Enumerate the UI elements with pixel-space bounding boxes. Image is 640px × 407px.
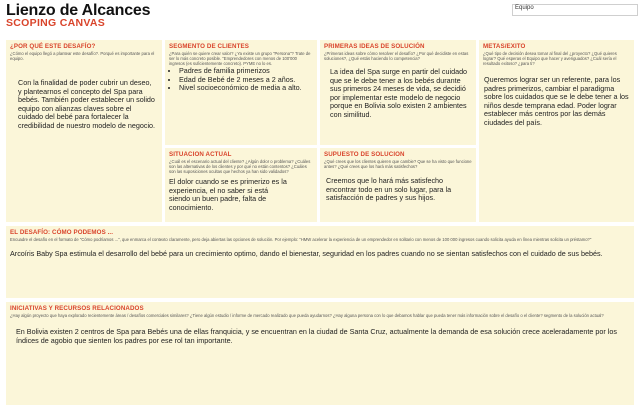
card-initiatives-question: ¿Hay algún proyecto que haya explorado recientemente áreas / desafíos comerciales similares? ¿Tiene algún estudio / informe de mercado realizado que pueda ayudarnos? ¿Hay alguna persona con lo que debamos hablar que pueda tener más información sobre el desafío o el cliente? segmento de la solución actual? [10,313,604,318]
card-initiatives-title: INICIATIVAS Y RECURSOS RELACIONADOS [10,305,144,312]
card-challenge-body: Arcoíris Baby Spa estimula el desarrollo del bebé para un crecimiento optimo, dando el bienestar, seguridad en los padres cuando no se sientan satisfechos con el cuidado de sus bebés. [10,249,603,258]
card-why-body: Con la finalidad de poder cubrir un deseo, y plantearnos el concepto del Spa para bebés. También poder establecer un solido equipo con alianzas claves sobre el cuidado del bebé para fortalecer la credibilidad de nuestro modelo de negocio. [18,78,156,130]
card-assumption[interactable] [320,148,476,222]
card-current-question: ¿Cuál es el escenario actual del cliente? ¿Algún dolor o problema? ¿Cuáles son las alternativas de los clientes y por qué no están contentos? ¿Cuáles son las suposiciones ocultas que hechos ya han sido validados? [169,159,311,174]
segment-item: • Edad de Bebé de 2 meses a 2 años. [179,76,317,85]
segment-item: • Nivel socioeconómico de media a alto. [179,84,317,93]
card-segment-title: SEGMENTO DE CLIENTES [169,43,249,50]
card-segment-question: ¿Para quién se quiere crear valor? ¿Ya existe un grupo "Persona"? Trate de ser lo más concreto posible. "Emprendedores con menos de 100'000 ingresos (es suficientemente concreto). PYME no lo es. [169,51,311,66]
card-why-title: ¿POR QUÉ ESTE DESAFÍO? [10,43,96,50]
team-label: Equipo [515,5,534,11]
card-why[interactable] [6,40,162,222]
page-subtitle: SCOPING CANVAS [6,17,106,29]
card-why-question: ¿Cómo el equipo llegó a plantear este desafío?. Porqué es importante para el equipo. [10,51,155,61]
segment-item: • Padres de familia primerizos [179,67,317,76]
card-current-title: SITUACION ACTUAL [169,151,232,158]
card-goals[interactable] [479,40,634,222]
card-goals-body: Queremos lograr ser un referente, para los padres primerizos, cambiar el paradigma sobre los cuidados que se le debe tener a los niños desde temprana edad. Poder lograr establecer más centros por las demás ciudades del país. [484,75,629,127]
card-initiatives[interactable] [6,302,634,405]
card-challenge[interactable] [6,226,634,298]
team-field[interactable] [512,4,638,16]
card-assumption-title: SUPUESTO DE SOLUCION [324,151,405,158]
card-assumption-question: ¿Qué crees que los clientes quieren que cambie? Que se ha visto que funcione antes? ¿Qué crees que los hará más satisfechos? [324,159,472,169]
card-challenge-question: Encuadre el desafío en el formato de "Cómo podríamos ...", que enmarca el contexto claramente, pero deja abiertas las opciones de solución. Por ejemplo: "HMW acelerar la experiencia de un emprendedor en solitario con menos de 100 000 ingresos cuando solicita ayuda en línea mientras solicita un préstamo?" [10,237,592,242]
card-ideas-body: La idea del Spa surge en partir del cuidado que se le debe tener a los bebés durante sus primeros 24 meses de vida, se decidió por implementar este modelo de negocio porque en Bolivia solo existen 2 ambientes con similitud. [330,67,468,119]
card-ideas-title: PRIMERAS IDEAS DE SOLUCIÓN [324,43,425,50]
card-goals-title: METAS/EXITO [483,43,526,50]
card-ideas[interactable] [320,40,476,145]
card-segment[interactable] [165,40,317,145]
card-challenge-title: EL DESAFÍO: CÓMO PODEMOS ... [10,229,114,236]
card-ideas-question: ¿Primeras ideas sobre cómo resolver el desafío? ¿Por qué decidiste en estas soluciones?, ¿Qué estás haciendo lo competencia? [324,51,469,61]
card-goals-question: ¿Qué tipo de decisión desea tomar al final del ¿proyecto? ¿Qué quieres lograr? Qué esperas el Equipo que hacer y averiguados? ¿Cuál sería el resultado exitoso? ¿para ti? [483,51,617,66]
card-current[interactable] [165,148,317,222]
page-title: Lienzo de Alcances [6,2,151,19]
segment-list [165,67,317,93]
card-assumption-body: Creemos que lo hará más satisfecho encontrar todo en un solo lugar, para la satisfacción de padres y sus hijos. [326,176,452,203]
card-current-body: El dolor cuando se es primerizo es la experiencia, el no saber si está siendo un buen padre, falta de conocimiento. [169,177,287,212]
card-initiatives-body: En Bolivia existen 2 centros de Spa para Bebés una de ellas franquicia, y se encuentran en la ciudad de Santa Cruz, actualmente la demanda de esa solución crece aceleradamente por los índices de agobio que sienten los padres por ese rol tan importante. [16,327,617,345]
